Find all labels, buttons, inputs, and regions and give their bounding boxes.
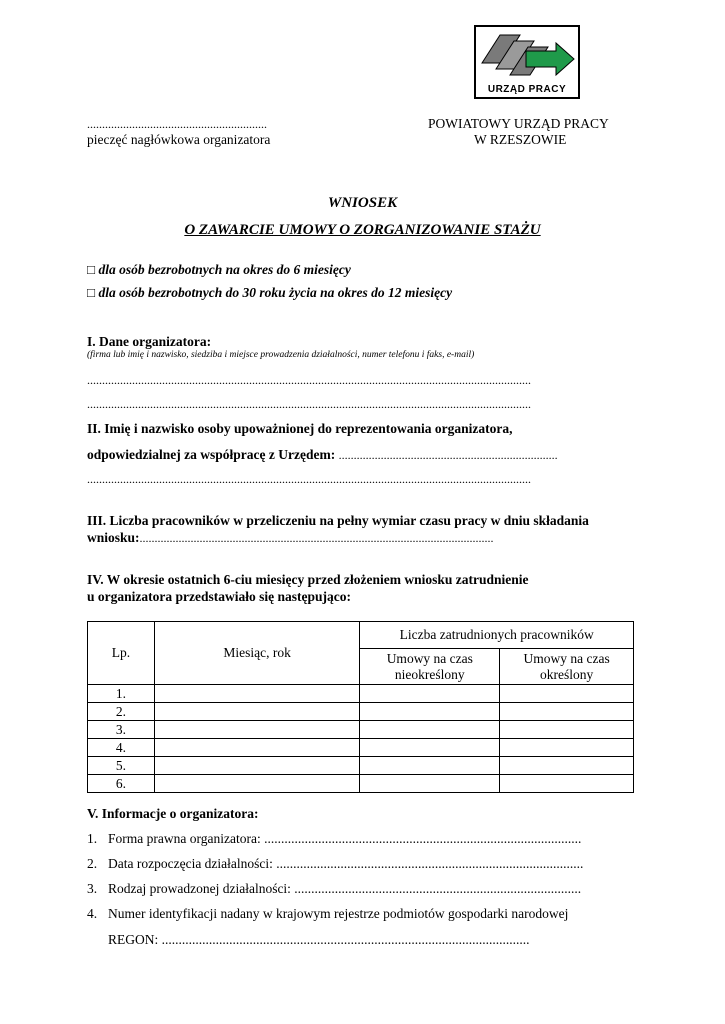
stamp-label: pieczęć nagłówkowa organizatora bbox=[87, 132, 271, 147]
row-number: 4. bbox=[88, 739, 155, 757]
table-row bbox=[88, 685, 634, 703]
office-name-line2: W RZESZOWIE bbox=[474, 132, 567, 147]
option-label-2: dla osób bezrobotnych do 30 roku życia na okres do 12 miesięcy bbox=[98, 285, 453, 300]
definite-cell[interactable] bbox=[500, 757, 634, 775]
header-month: Miesiąc, rok bbox=[154, 622, 360, 685]
month-cell[interactable] bbox=[154, 775, 360, 793]
option-row-2[interactable] bbox=[87, 285, 452, 301]
table-row bbox=[88, 739, 634, 757]
info-item-2 bbox=[87, 856, 583, 872]
table-row bbox=[88, 775, 634, 793]
header-indefinite-line1: Umowy na czas bbox=[386, 650, 473, 666]
section4-line1: IV. W okresie ostatnich 6-ciu miesięcy przed złożeniem wniosku zatrudnienie bbox=[87, 572, 529, 587]
arrows-logo-icon bbox=[476, 27, 578, 83]
item-number: 4. bbox=[87, 906, 98, 921]
header-indefinite bbox=[360, 649, 500, 685]
indefinite-cell[interactable] bbox=[360, 685, 500, 703]
stamp-dots: ............................................................ bbox=[87, 117, 267, 131]
definite-cell[interactable] bbox=[500, 775, 634, 793]
table-row bbox=[88, 703, 634, 721]
section1-dots-1[interactable]: .................................................................................................................................................... bbox=[87, 373, 531, 387]
definite-cell[interactable] bbox=[500, 739, 634, 757]
section2-line2 bbox=[87, 447, 558, 463]
table-row bbox=[88, 757, 634, 775]
row-number: 5. bbox=[88, 757, 155, 775]
month-cell[interactable] bbox=[154, 739, 360, 757]
option-row-1[interactable] bbox=[87, 262, 351, 278]
definite-cell[interactable] bbox=[500, 721, 634, 739]
info-item-1 bbox=[87, 831, 581, 847]
logo-text: URZĄD PRACY bbox=[487, 84, 567, 95]
document-title: WNIOSEK bbox=[327, 195, 398, 211]
header-lp: Lp. bbox=[88, 622, 155, 685]
item-number: 3. bbox=[87, 881, 98, 896]
row-number: 2. bbox=[88, 703, 155, 721]
section1-note: (firma lub imię i nazwisko, siedziba i miejsce prowadzenia działalności, numer telefonu i faks, e-mail) bbox=[87, 350, 475, 360]
item-number: 1. bbox=[87, 831, 98, 846]
employment-table bbox=[87, 621, 634, 793]
item-number: 2. bbox=[87, 856, 98, 871]
definite-cell[interactable] bbox=[500, 685, 634, 703]
regon-line[interactable]: REGON: ............................................................................................................. bbox=[108, 932, 530, 947]
checkbox-icon[interactable]: □ bbox=[87, 262, 96, 277]
section2-label: odpowiedzialnej za współpracę z Urzędem: bbox=[87, 447, 336, 462]
section2-dots-inline[interactable]: ......................................................................... bbox=[338, 448, 558, 462]
month-cell[interactable] bbox=[154, 703, 360, 721]
month-cell[interactable] bbox=[154, 685, 360, 703]
section2-line1: II. Imię i nazwisko osoby upoważnionej do reprezentowania organizatora, bbox=[87, 421, 513, 436]
indefinite-cell[interactable] bbox=[360, 739, 500, 757]
section3-line1: III. Liczba pracowników w przeliczeniu na pełny wymiar czasu pracy w dniu składania bbox=[87, 513, 589, 528]
row-number: 1. bbox=[88, 685, 155, 703]
month-cell[interactable] bbox=[154, 721, 360, 739]
section3-dots[interactable]: ...................................................................................................................... bbox=[139, 531, 494, 545]
header-definite bbox=[500, 649, 634, 685]
item-text: Numer identyfikacji nadany w krajowym rejestrze podmiotów gospodarki narodowej bbox=[108, 906, 569, 921]
item-text[interactable]: Rodzaj prowadzonej działalności: ..................................................................................... bbox=[108, 881, 582, 896]
indefinite-cell[interactable] bbox=[360, 703, 500, 721]
section4-line2: u organizatora przedstawiało się następująco: bbox=[87, 589, 351, 604]
office-logo bbox=[474, 25, 580, 99]
table-row bbox=[88, 721, 634, 739]
indefinite-cell[interactable] bbox=[360, 775, 500, 793]
item-text[interactable]: Forma prawna organizatora: .............................................................................................. bbox=[108, 831, 582, 846]
definite-cell[interactable] bbox=[500, 703, 634, 721]
row-number: 6. bbox=[88, 775, 155, 793]
document-subtitle: O ZAWARCIE UMOWY O ZORGANIZOWANIE STAŻU bbox=[184, 222, 541, 238]
indefinite-cell[interactable] bbox=[360, 757, 500, 775]
info-item-3 bbox=[87, 881, 581, 897]
header-definite-line2: określony bbox=[539, 666, 594, 682]
section5-heading: V. Informacje o organizatora: bbox=[87, 806, 259, 821]
section3-label: wniosku: bbox=[87, 530, 140, 545]
section2-dots[interactable]: .................................................................................................................................................... bbox=[87, 472, 531, 486]
header-definite-line1: Umowy na czas bbox=[523, 650, 610, 666]
header-employee-count: Liczba zatrudnionych pracowników bbox=[360, 622, 634, 649]
option-label-1: dla osób bezrobotnych na okres do 6 miesięcy bbox=[98, 262, 351, 277]
section1-dots-2[interactable]: .................................................................................................................................................... bbox=[87, 397, 531, 411]
checkbox-icon[interactable]: □ bbox=[87, 285, 96, 300]
month-cell[interactable] bbox=[154, 757, 360, 775]
item-text[interactable]: Data rozpoczęcia działalności: ........................................................................................... bbox=[108, 856, 584, 871]
section3-line2 bbox=[87, 530, 494, 546]
office-name-line1: POWIATOWY URZĄD PRACY bbox=[428, 116, 609, 131]
indefinite-cell[interactable] bbox=[360, 721, 500, 739]
section1-heading: I. Dane organizatora: bbox=[87, 334, 212, 349]
header-indefinite-line2: nieokreślony bbox=[394, 666, 465, 682]
info-item-4 bbox=[87, 906, 568, 922]
row-number: 3. bbox=[88, 721, 155, 739]
